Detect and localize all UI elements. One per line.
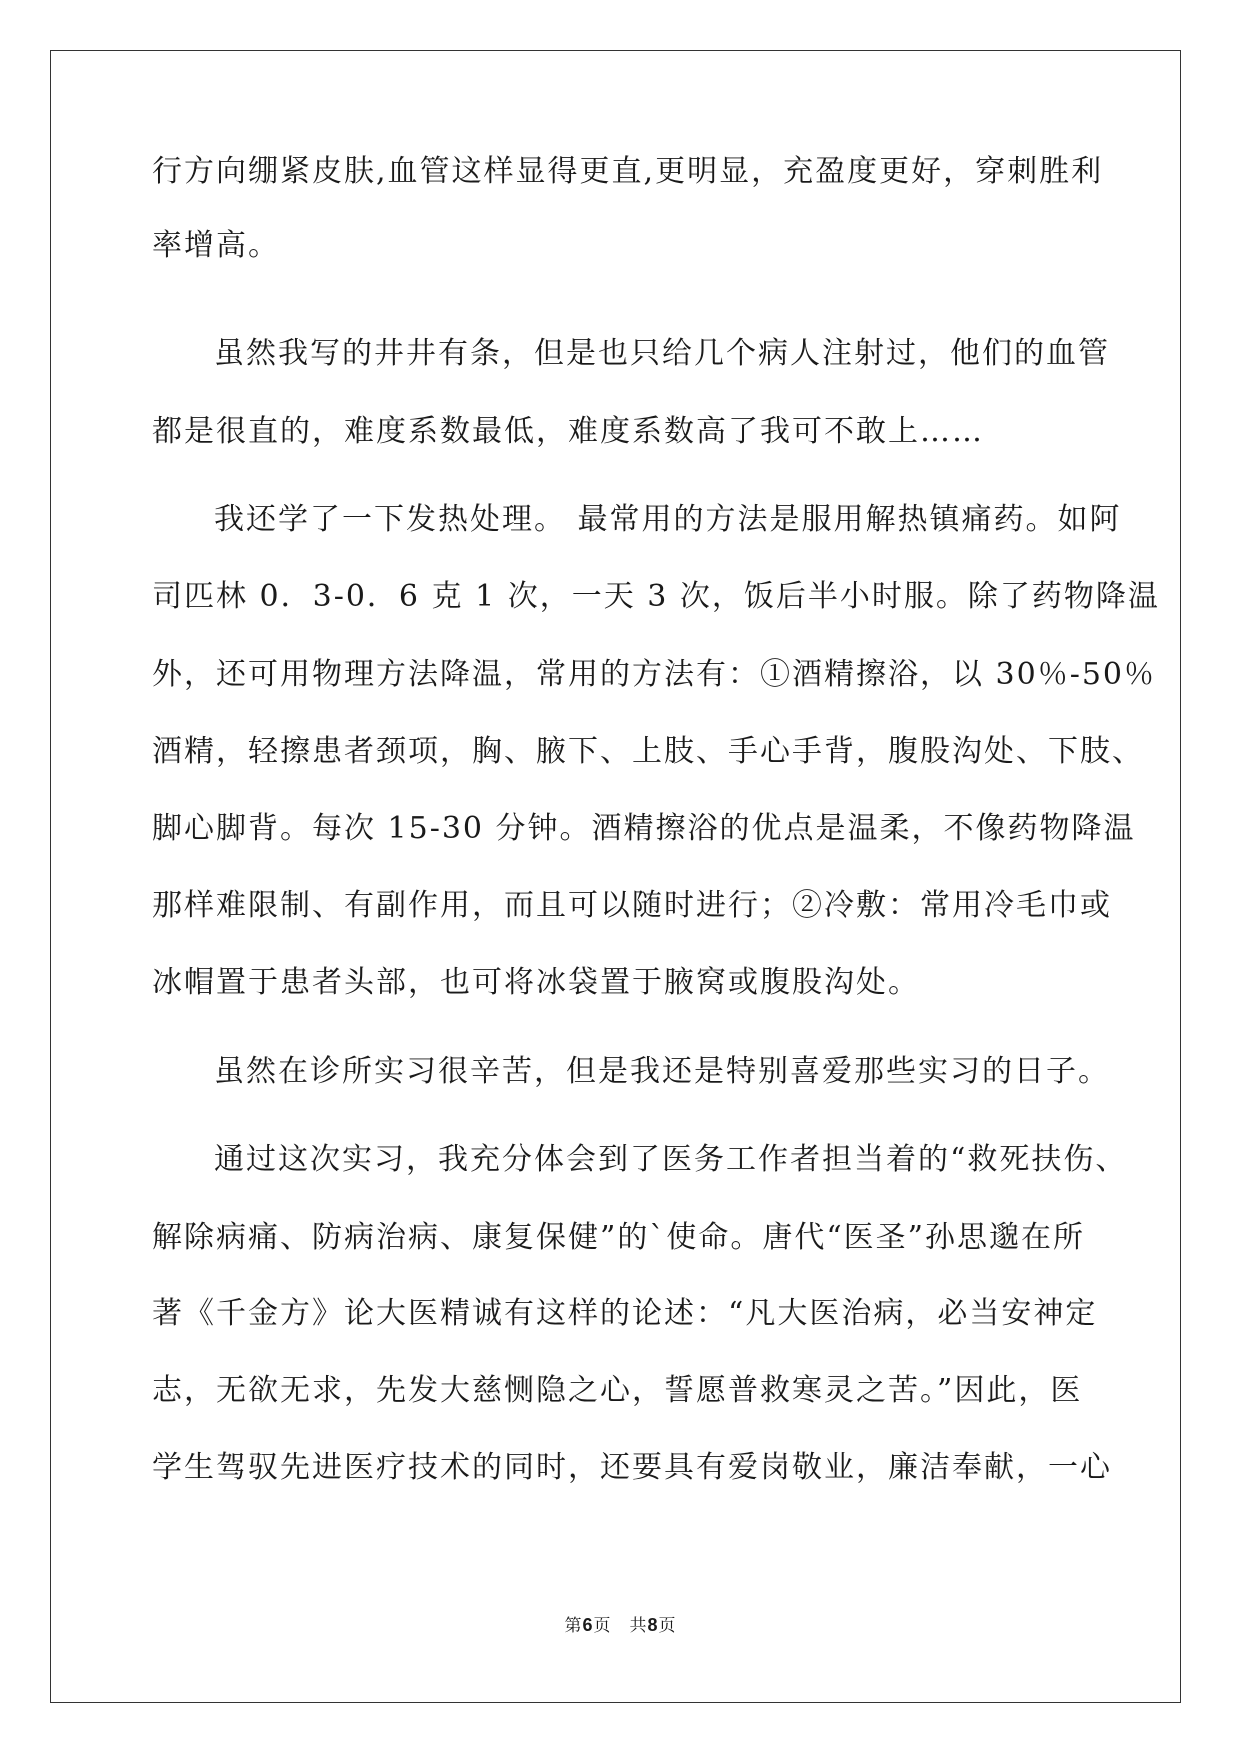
text-line: 解除病痛、防病治病、康复保健”的`使命。唐代“医圣”孙思邈在所 [152, 1220, 1086, 1255]
text-line: 都是很直的，难度系数最低，难度系数高了我可不敢上…… [152, 414, 984, 449]
text-line: 那样难限制、有副作用，而且可以随时进行；②冷敷：常用冷毛巾或 [152, 888, 1112, 923]
page-suffix: 页 [593, 1616, 612, 1636]
text-line: 外，还可用物理方法降温，常用的方法有：①酒精擦浴，以 30％-50％ [152, 657, 1157, 692]
text-line: 司匹林 0．3-0．6 克 1 次，一天 3 次，饭后半小时服。除了药物降温 [152, 579, 1160, 614]
current-page-number: 6 [582, 1615, 594, 1635]
text-line: 著《千金方》论大医精诚有这样的论述：“凡大医治病，必当安神定 [152, 1296, 1098, 1331]
total-suffix: 页 [658, 1616, 677, 1636]
paragraph-start-line: 我还学了一下发热处理。 最常用的方法是服用解热镇痛药。如阿 [214, 502, 1122, 537]
text-line: 志，无欲无求，先发大慈恻隐之心，誓愿普救寒灵之苦。”因此，医 [152, 1373, 1083, 1408]
text-line: 冰帽置于患者头部，也可将冰袋置于腋窝或腹股沟处。 [152, 965, 920, 1000]
page-prefix: 第 [564, 1616, 583, 1636]
text-line: 行方向绷紧皮肤,血管这样显得更直,更明显，充盈度更好，穿刺胜利 [152, 154, 1104, 189]
paragraph-start-line: 通过这次实习，我充分体会到了医务工作者担当着的“救死扶伤、 [214, 1142, 1128, 1177]
text-line: 酒精，轻擦患者颈项，胸、腋下、上肢、手心手背，腹股沟处、下肢、 [152, 734, 1144, 769]
page-footer [0, 1611, 1241, 1636]
paragraph-start-line: 虽然我写的井井有条，但是也只给几个病人注射过，他们的血管 [214, 336, 1110, 371]
text-line: 学生驾驭先进医疗技术的同时，还要具有爱岗敬业，廉洁奉献，一心 [152, 1450, 1112, 1485]
total-page-count: 8 [647, 1615, 659, 1635]
text-line: 率增高。 [152, 228, 280, 263]
total-prefix: 共 [629, 1616, 648, 1636]
text-line: 脚心脚背。每次 15-30 分钟。酒精擦浴的优点是温柔，不像药物降温 [152, 811, 1136, 846]
paragraph-start-line: 虽然在诊所实习很辛苦，但是我还是特别喜爱那些实习的日子。 [214, 1054, 1110, 1089]
